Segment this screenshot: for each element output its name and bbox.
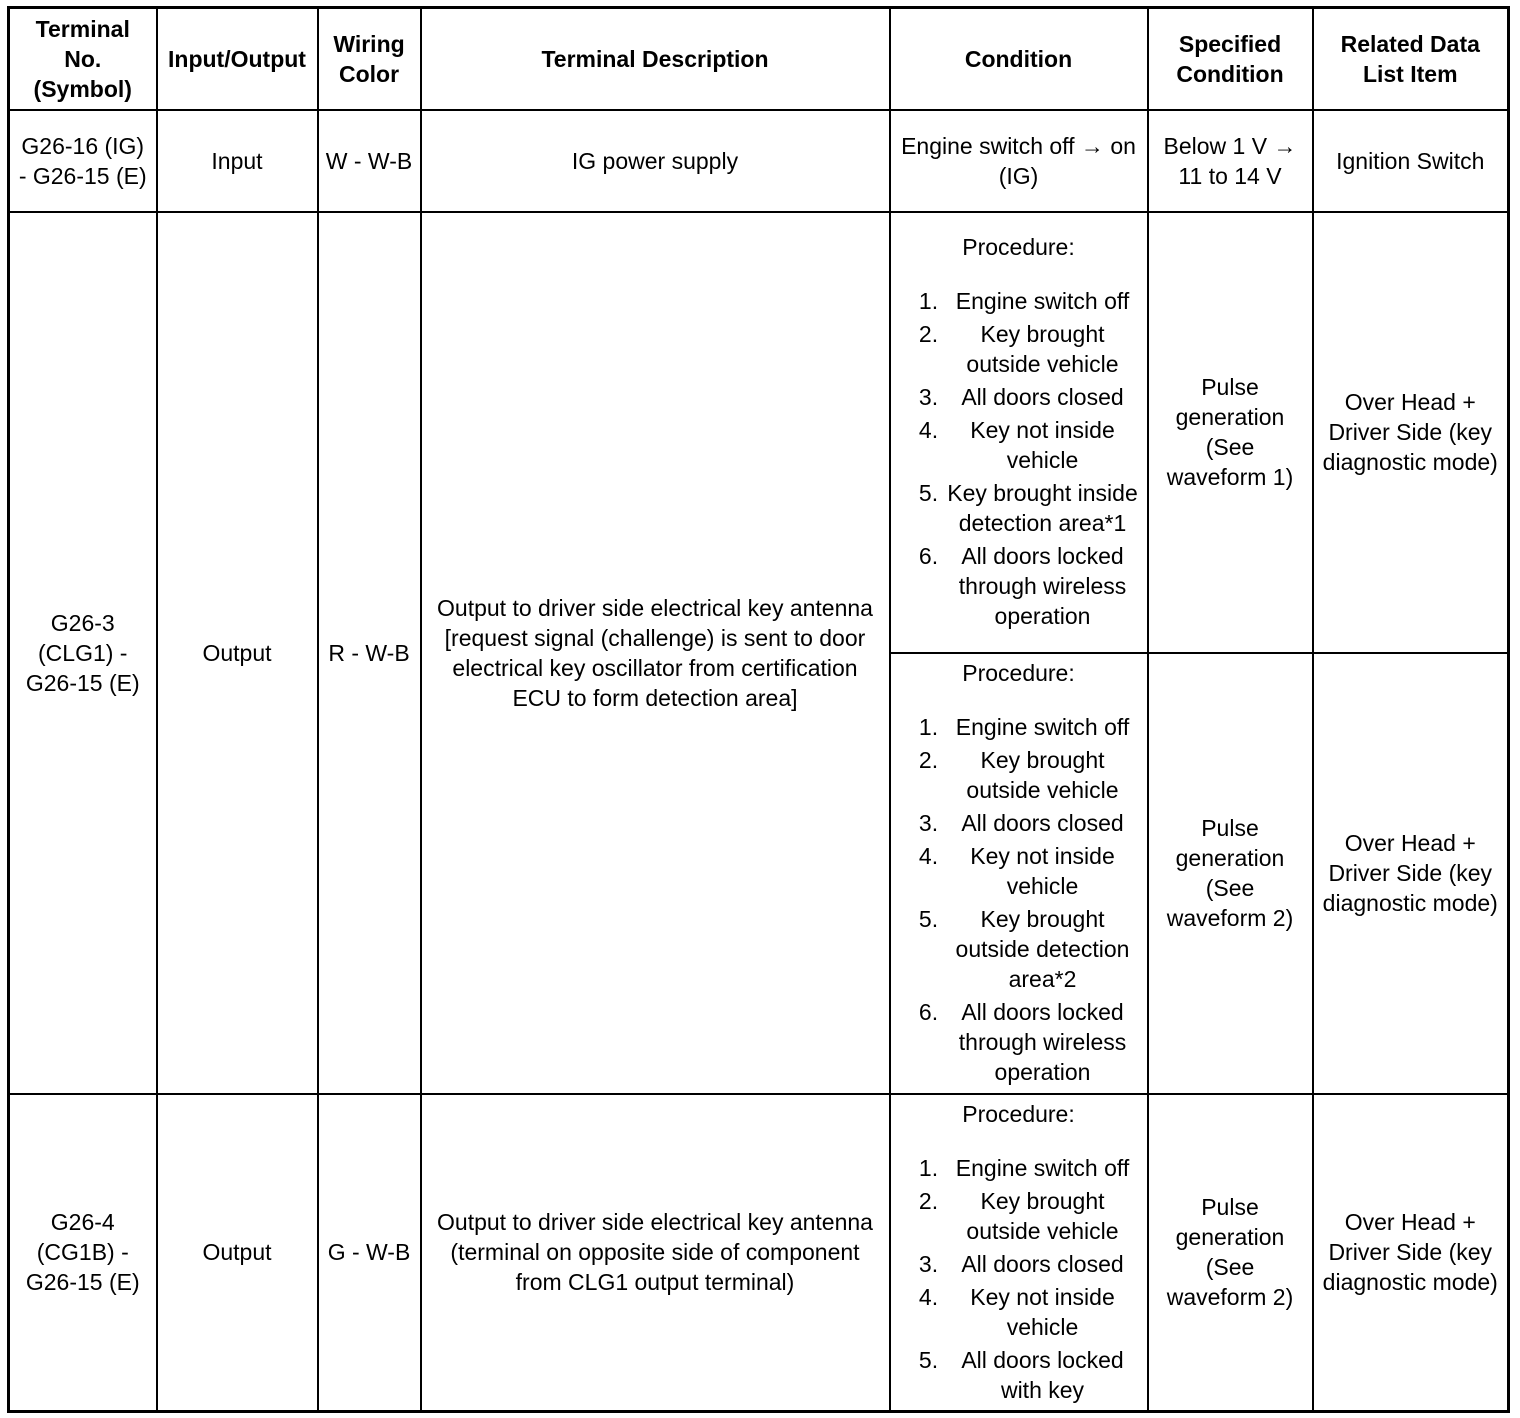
procedure-step: 4. Key not inside vehicle bbox=[945, 415, 1141, 475]
description-line: Output to driver side electrical key antenna bbox=[437, 594, 873, 621]
procedure-step: 3. All doors closed bbox=[945, 1249, 1141, 1279]
procedure-step: 3. All doors closed bbox=[945, 382, 1141, 412]
terminal-spec-table bbox=[7, 6, 1510, 1413]
condition-cell: Engine switch off → on (IG) bbox=[890, 110, 1148, 212]
condition-cell bbox=[890, 212, 1148, 653]
terminal-cell: G26-16 (IG) - G26-15 (E) bbox=[9, 110, 157, 212]
io-cell: Output bbox=[157, 1094, 318, 1412]
procedure-step: 5. Key brought inside detection area*1 bbox=[945, 478, 1141, 538]
header-wiring: Wiring Color bbox=[318, 8, 421, 110]
description-cell: Output to driver side electrical key antenna (terminal on opposite side of component from CLG1 output terminal) bbox=[421, 1094, 890, 1412]
related-cell: Over Head + Driver Side (key diagnostic mode) bbox=[1313, 653, 1509, 1094]
header-description: Terminal Description bbox=[421, 8, 890, 110]
procedure-steps bbox=[897, 1153, 1141, 1405]
wiring-cell: G - W-B bbox=[318, 1094, 421, 1412]
table-row bbox=[9, 110, 1509, 212]
procedure-step: 5. Key brought outside detection area*2 bbox=[945, 904, 1141, 994]
io-cell: Output bbox=[157, 212, 318, 1094]
procedure-step: 2. Key brought outside vehicle bbox=[945, 1186, 1141, 1246]
procedure-step: 1. Engine switch off bbox=[945, 712, 1141, 742]
wiring-cell: R - W-B bbox=[318, 212, 421, 1094]
io-cell: Input bbox=[157, 110, 318, 212]
condition-cell bbox=[890, 653, 1148, 1094]
terminal-cell: G26-3 (CLG1) - G26-15 (E) bbox=[9, 212, 157, 1094]
procedure-step: 6. All doors locked through wireless operation bbox=[945, 541, 1141, 631]
procedure-step: 2. Key brought outside vehicle bbox=[945, 319, 1141, 379]
procedure-step: 4. Key not inside vehicle bbox=[945, 841, 1141, 901]
table-row bbox=[9, 212, 1509, 653]
header-related: Related Data List Item bbox=[1313, 8, 1509, 110]
specified-cell: Pulse generation (See waveform 2) bbox=[1148, 1094, 1313, 1412]
procedure-step: 6. All doors locked through wireless operation bbox=[945, 997, 1141, 1087]
procedure-step: 1. Engine switch off bbox=[945, 286, 1141, 316]
related-cell: Ignition Switch bbox=[1313, 110, 1509, 212]
procedure-title: Procedure: bbox=[962, 234, 1075, 260]
header-specified: Specified Condition bbox=[1148, 8, 1313, 110]
specified-cell: Below 1 V → 11 to 14 V bbox=[1148, 110, 1313, 212]
procedure-title: Procedure: bbox=[962, 1100, 1075, 1127]
wiring-cell: W - W-B bbox=[318, 110, 421, 212]
procedure-step: 2. Key brought outside vehicle bbox=[945, 745, 1141, 805]
specified-cell: Pulse generation (See waveform 2) bbox=[1148, 653, 1313, 1094]
related-cell: Over Head + Driver Side (key diagnostic mode) bbox=[1313, 1094, 1509, 1412]
header-row bbox=[9, 8, 1509, 110]
related-cell: Over Head + Driver Side (key diagnostic mode) bbox=[1313, 212, 1509, 653]
procedure-step: 3. All doors closed bbox=[945, 808, 1141, 838]
procedure-steps bbox=[897, 286, 1141, 631]
procedure-step: 4. Key not inside vehicle bbox=[945, 1282, 1141, 1342]
procedure-step: 5. All doors locked with key bbox=[945, 1345, 1141, 1405]
table-row bbox=[9, 1094, 1509, 1412]
header-io: Input/Output bbox=[157, 8, 318, 110]
condition-cell bbox=[890, 1094, 1148, 1412]
procedure-steps bbox=[897, 712, 1141, 1087]
procedure-title: Procedure: bbox=[962, 660, 1075, 686]
description-cell: IG power supply bbox=[421, 110, 890, 212]
header-terminal: Terminal No. (Symbol) bbox=[9, 8, 157, 110]
terminal-cell: G26-4 (CG1B) - G26-15 (E) bbox=[9, 1094, 157, 1412]
header-condition: Condition bbox=[890, 8, 1148, 110]
description-line: [request signal (challenge) is sent to door electrical key oscillator from certification ECU to form detection area] bbox=[444, 624, 866, 711]
procedure-step: 1. Engine switch off bbox=[945, 1153, 1141, 1183]
description-cell bbox=[421, 212, 890, 1094]
specified-cell: Pulse generation (See waveform 1) bbox=[1148, 212, 1313, 653]
